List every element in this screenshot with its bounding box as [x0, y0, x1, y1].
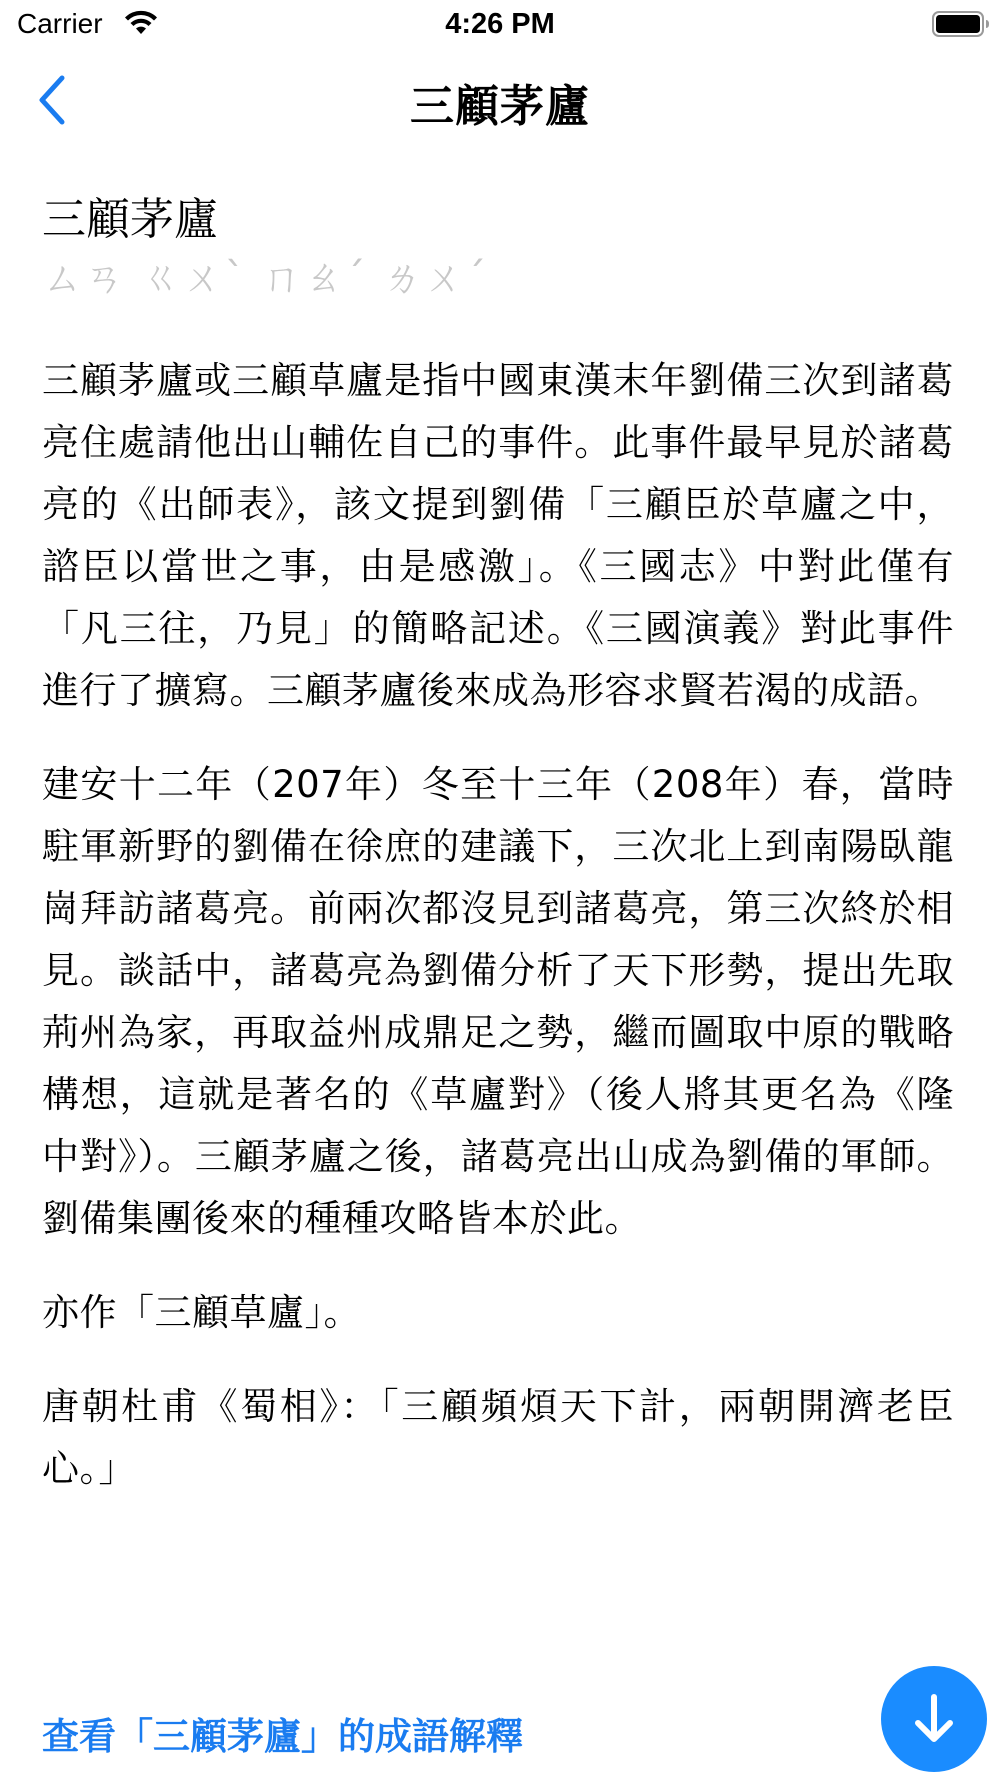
page-title: 三顧茅廬	[410, 81, 590, 132]
definition-paragraph: 建安十二年（207年）冬至十三年（208年）春，當時駐軍新野的劉備在徐庶的建議下，三次北上到南陽臥龍崗拜訪諸葛亮。前兩次都沒見到諸葛亮，第三次終於相見。談話中，諸葛亮為劉備分析了天下形勢，提出先取荊州為家，再取益州成鼎足之勢，繼而圖取中原的戰略構想，這就是著名的《草廬對》（後人將其更名為《隆中對》）。三顧茅廬之後，諸葛亮出山成為劉備的軍師。劉備集團後來的種種攻略皆本於此。	[42, 763, 954, 1240]
idiom-explanation-link[interactable]: 查看「三顧茅廬」的成語解釋	[42, 1715, 523, 1758]
variant-note: 亦作「三顧草廬」。	[42, 1291, 361, 1334]
entry-content	[42, 190, 954, 1532]
word-heading: 三顧茅廬	[42, 194, 218, 245]
arrow-down-icon	[906, 1691, 962, 1747]
bopomofo-pronunciation: ㄙㄢ ㄍㄨˋ ㄇㄠˊ ㄌㄨˊ	[42, 255, 489, 301]
navigation-bar	[0, 50, 1000, 150]
status-bar	[0, 0, 1000, 50]
definition-paragraph: 三顧茅廬或三顧草廬是指中國東漢末年劉備三次到諸葛亮住處請他出山輔佐自己的事件。此事件最早見於諸葛亮的《出師表》，該文提到劉備「三顧臣於草廬之中，諮臣以當世之事，由是感激」。《三國志》中對此僅有「凡三往，乃見」的簡略記述。《三國演義》對此事件進行了擴寫。三顧茅廬後來成為形容求賢若渴的成語。	[42, 359, 954, 712]
clock: 4:26 PM	[445, 8, 555, 40]
battery-icon	[932, 10, 990, 38]
carrier-label: Carrier	[17, 8, 103, 39]
scroll-down-button[interactable]	[881, 1666, 987, 1772]
citation-paragraph: 唐朝杜甫《蜀相》：「三顧頻煩天下計，兩朝開濟老臣心。」	[42, 1385, 954, 1490]
